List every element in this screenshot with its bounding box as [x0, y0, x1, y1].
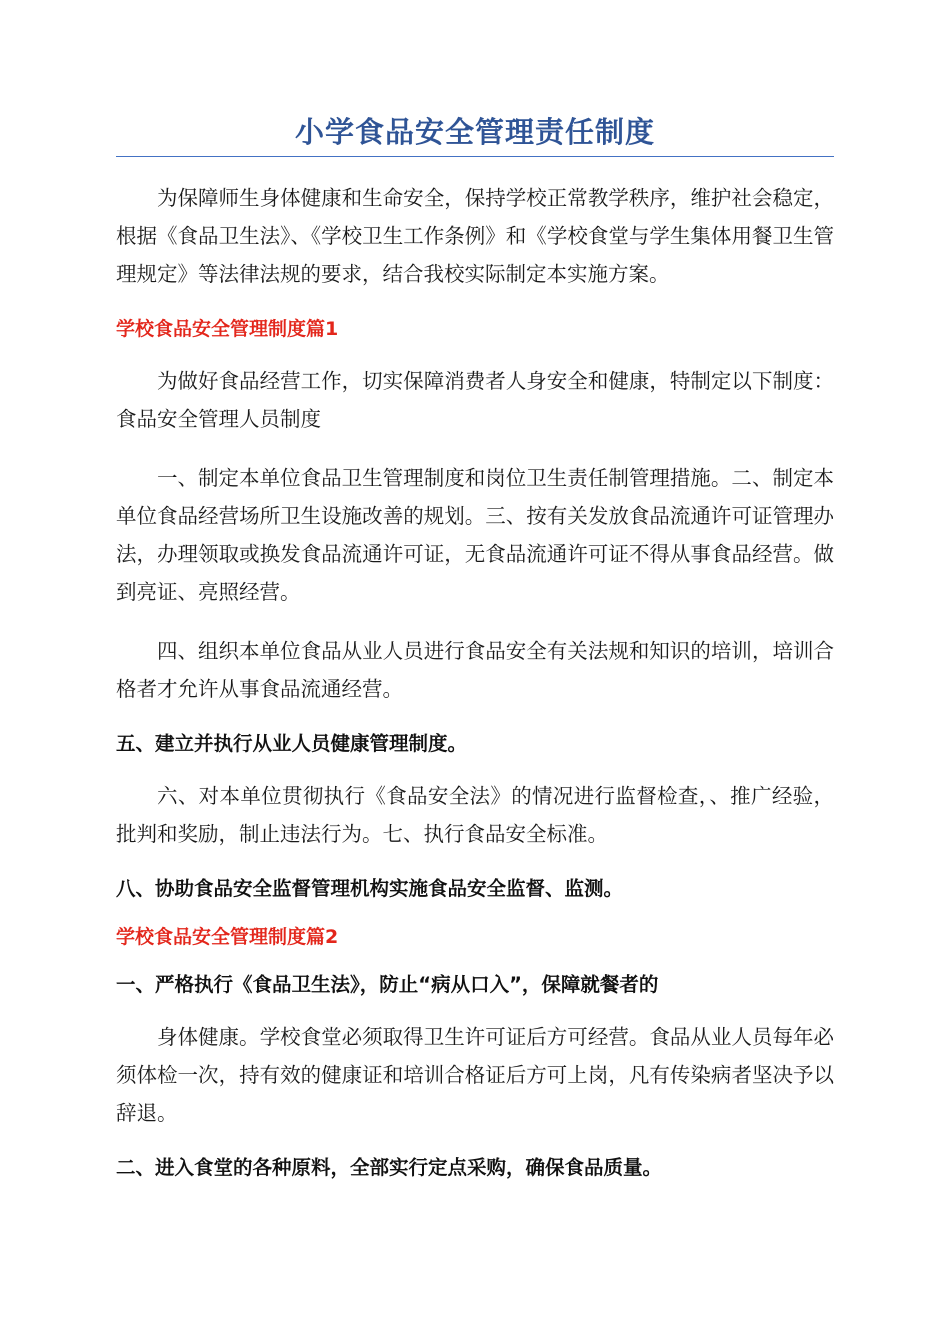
intro-paragraph: 为保障师生身体健康和生命安全，保持学校正常教学秩序，维护社会稳定，根据《食品卫生法》、《学校卫生工作条例》和《学校食堂与学生集体用餐卫生管理规定》等法律法规的要求，结合我校实际制定本实施方案。 [116, 186, 834, 286]
section-2-heading: 学校食品安全管理制度篇2 [116, 926, 339, 948]
section-1-paragraph-1: 为做好食品经营工作，切实保障消费者人身安全和健康，特制定以下制度：食品安全管理人员制度 [116, 369, 834, 431]
document-page [116, 110, 834, 1201]
section-1-bold-item-5: 五、建立并执行从业人员健康管理制度。 [116, 732, 468, 755]
document-title: 小学食品安全管理责任制度 [294, 115, 655, 149]
section-1-paragraph-2: 一、制定本单位食品卫生管理制度和岗位卫生责任制管理措施。二、制定本单位食品经营场所卫生设施改善的规划。三、按有关发放食品流通许可证管理办法，办理领取或换发食品流通许可证，无食品流通许可证不得从事食品经营。做到亮证、亮照经营。 [116, 466, 834, 604]
section-1-bold-item-8: 八、协助食品安全监督管理机构实施食品安全监督、监测。 [116, 877, 624, 900]
title-underline-divider [116, 156, 834, 157]
section-2-paragraph-1: 身体健康。学校食堂必须取得卫生许可证后方可经营。食品从业人员每年必须体检一次，持有效的健康证和培训合格证后方可上岗，凡有传染病者坚决予以辞退。 [116, 1025, 834, 1125]
section-1-heading: 学校食品安全管理制度篇1 [116, 318, 339, 340]
section-1-paragraph-3: 四、组织本单位食品从业人员进行食品安全有关法规和知识的培训，培训合格者才允许从事食品流通经营。 [116, 639, 834, 701]
section-1-paragraph-4: 六、对本单位贯彻执行《食品安全法》的情况进行监督检查，、推广经验，批判和奖励，制止违法行为。七、执行食品安全标准。 [116, 784, 834, 846]
section-2-bold-item-1: 一、严格执行《食品卫生法》，防止“病从口入”，保障就餐者的 [116, 973, 659, 996]
section-2-bold-item-2: 二、进入食堂的各种原料，全部实行定点采购，确保食品质量。 [116, 1156, 663, 1179]
